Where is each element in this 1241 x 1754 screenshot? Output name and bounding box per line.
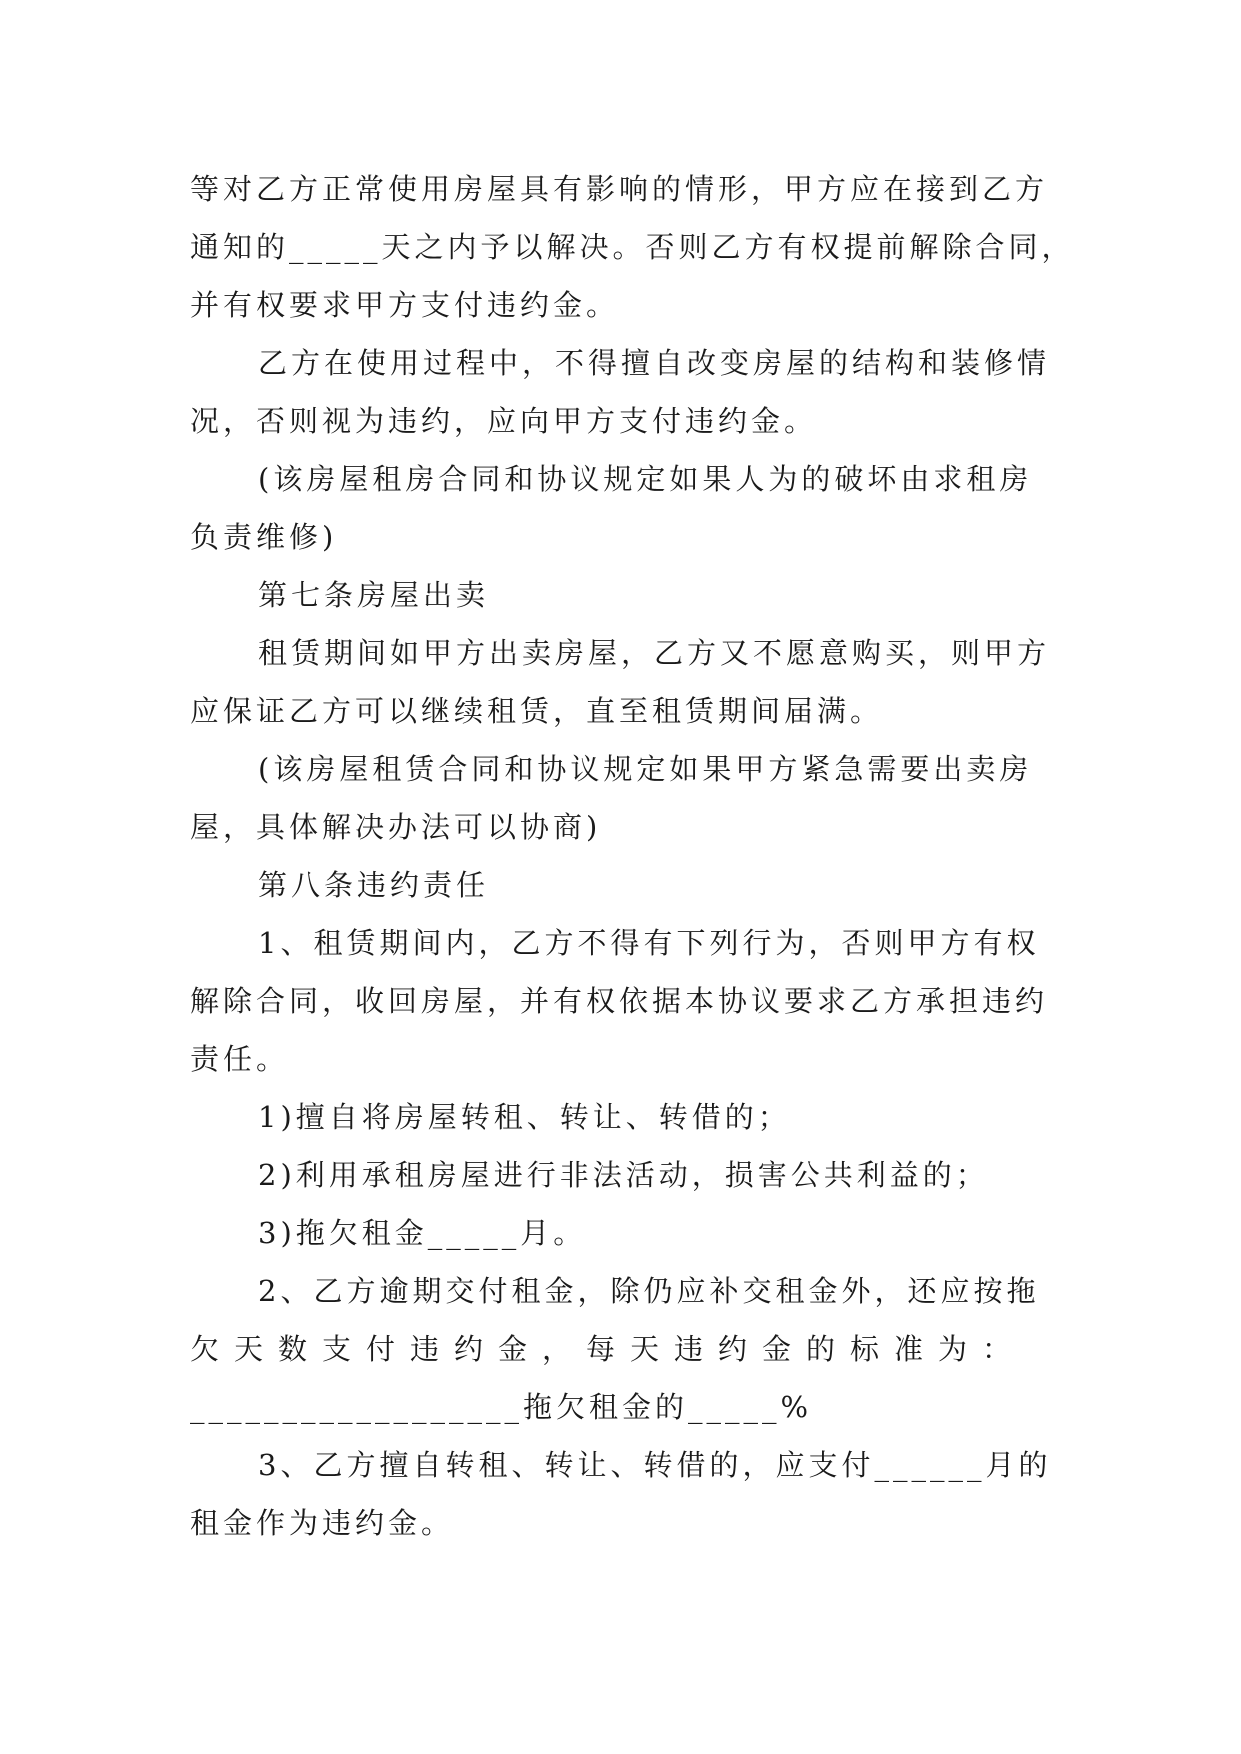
text-line: 解除合同，收回房屋，并有权依据本协议要求乙方承担违约 — [190, 984, 1049, 1018]
section-heading: 第七条房屋出卖 — [258, 578, 490, 612]
text-line: 负责维修) — [190, 520, 338, 554]
text-line: 2、乙方逾期交付租金，除仍应补交租金外，还应按拖 — [258, 1274, 1040, 1308]
text-line: __________________拖欠租金的_____% — [190, 1390, 813, 1424]
text-line: 责任。 — [190, 1042, 290, 1076]
text-line: 3)拖欠租金_____月。 — [258, 1216, 587, 1250]
document-body — [190, 160, 1075, 1552]
text-line: 屋，具体解决办法可以协商) — [190, 810, 602, 844]
text-line: 况，否则视为违约，应向甲方支付违约金。 — [190, 404, 818, 438]
text-line: 并有权要求甲方支付违约金。 — [190, 288, 620, 322]
text-line: (该房屋租房合同和协议规定如果人为的破坏由求租房 — [258, 462, 1033, 496]
text-line: 欠天数支付违约金，每天违约金的标准为： — [190, 1332, 1027, 1366]
text-line: 应保证乙方可以继续租赁，直至租赁期间届满。 — [190, 694, 884, 728]
section-heading: 第八条违约责任 — [258, 868, 490, 902]
text-line: 乙方在使用过程中，不得擅自改变房屋的结构和装修情 — [258, 346, 1051, 380]
text-line: 3、乙方擅自转租、转让、转借的，应支付______月的 — [258, 1448, 1052, 1482]
text-line: 租赁期间如甲方出卖房屋，乙方又不愿意购买，则甲方 — [258, 636, 1051, 670]
text-line: (该房屋租赁合同和协议规定如果甲方紧急需要出卖房 — [258, 752, 1033, 786]
text-line: 租金作为违约金。 — [190, 1506, 455, 1540]
text-line: 等对乙方正常使用房屋具有影响的情形，甲方应在接到乙方 — [190, 172, 1049, 206]
text-line: 1、租赁期间内，乙方不得有下列行为，否则甲方有权 — [258, 926, 1040, 960]
text-line: 通知的_____天之内予以解决。否则乙方有权提前解除合同， — [190, 230, 1075, 264]
text-line: 2)利用承租房屋进行非法活动，损害公共利益的； — [258, 1158, 989, 1192]
text-line: 1)擅自将房屋转租、转让、转借的； — [258, 1100, 791, 1134]
